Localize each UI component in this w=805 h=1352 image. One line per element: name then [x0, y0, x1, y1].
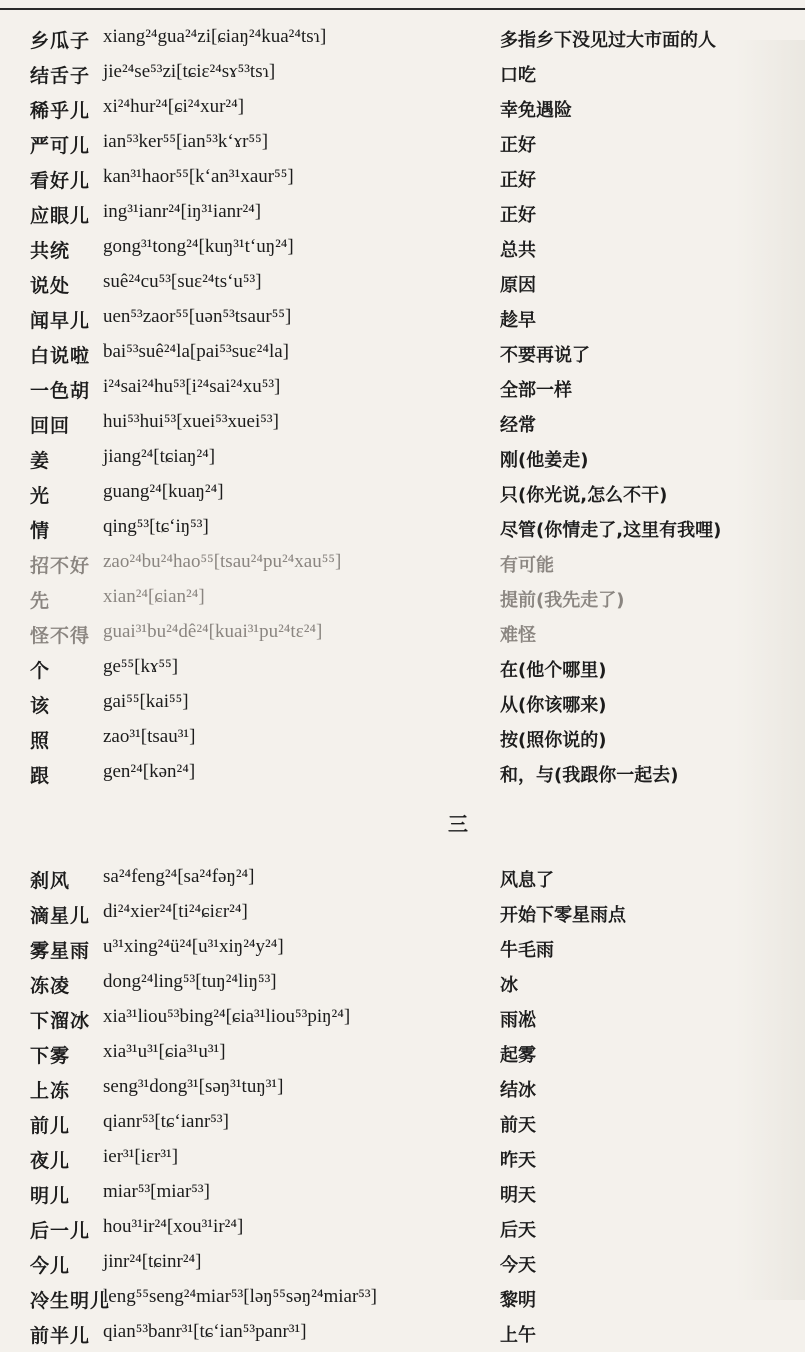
- entry-meaning: 黎明: [500, 1290, 536, 1311]
- top-rule: [0, 8, 805, 10]
- entry-row: [0, 652, 805, 687]
- entry-meaning: 按(照你说的): [500, 730, 607, 751]
- entry-row: [0, 897, 805, 932]
- entry-row: [0, 1282, 805, 1317]
- entry-term: 姜: [30, 450, 51, 472]
- entry-meaning: 只(你光说,怎么不干): [500, 485, 668, 506]
- entry-meaning: 多指乡下没见过大市面的人: [500, 30, 716, 51]
- entry-term: 严可儿: [30, 135, 91, 157]
- entry-term: 跟: [30, 765, 51, 787]
- entry-meaning: 全部一样: [500, 380, 572, 401]
- entry-meaning: 从(你该哪来): [500, 695, 607, 716]
- entry-meaning: 结冰: [500, 1080, 536, 1101]
- entry-row: [0, 127, 805, 162]
- entry-row: [0, 1247, 805, 1282]
- entry-term: 情: [30, 520, 51, 542]
- entry-term: 冷生明儿: [30, 1290, 111, 1312]
- entry-meaning: 经常: [500, 415, 536, 436]
- entry-meaning: 幸免遇险: [500, 100, 572, 121]
- entry-pronunciation: bai⁵³suê²⁴la[pai⁵³suɛ²⁴la]: [103, 341, 289, 362]
- entry-meaning: 冰: [500, 975, 518, 996]
- entry-term: 冻凌: [30, 975, 71, 997]
- entry-row: [0, 267, 805, 302]
- entry-pronunciation: ian⁵³ker⁵⁵[ian⁵³kʻɤr⁵⁵]: [103, 131, 269, 152]
- entry-pronunciation: ge⁵⁵[kɤ⁵⁵]: [103, 656, 179, 677]
- entry-meaning: 起雾: [500, 1045, 536, 1066]
- entry-term: 先: [30, 590, 51, 612]
- entry-pronunciation: gong³¹tong²⁴[kuŋ³¹tʻuŋ²⁴]: [103, 236, 294, 257]
- entries-list: [0, 22, 805, 1352]
- entry-pronunciation: di²⁴xier²⁴[ti²⁴ɕiɛr²⁴]: [103, 901, 248, 922]
- entry-pronunciation: xia³¹liou⁵³bing²⁴[ɕia³¹liou⁵³piŋ²⁴]: [103, 1006, 351, 1027]
- entry-row: [0, 1212, 805, 1247]
- entry-row: [0, 512, 805, 547]
- entry-row: [0, 1142, 805, 1177]
- entry-term: 光: [30, 485, 51, 507]
- entry-row: [0, 232, 805, 267]
- entry-term: 前儿: [30, 1115, 71, 1137]
- entry-meaning: 前天: [500, 1115, 536, 1136]
- entry-term: 白说啦: [30, 345, 91, 367]
- entry-pronunciation: qing⁵³[tɕʻiŋ⁵³]: [103, 516, 209, 537]
- entry-term: 个: [30, 660, 51, 682]
- entry-pronunciation: jinr²⁴[tɕinr²⁴]: [103, 1251, 202, 1272]
- entry-term: 乡瓜子: [30, 30, 91, 52]
- entry-meaning: 风息了: [500, 870, 554, 891]
- entry-row: [0, 582, 805, 617]
- section-heading-text: 三: [448, 812, 468, 836]
- entry-pronunciation: gen²⁴[kən²⁴]: [103, 761, 196, 782]
- entry-term: 雾星雨: [30, 940, 91, 962]
- entry-term: 夜儿: [30, 1150, 71, 1172]
- entry-pronunciation: zao²⁴bu²⁴hao⁵⁵[tsau²⁴pu²⁴xau⁵⁵]: [103, 551, 342, 572]
- entry-term: 下雾: [30, 1045, 71, 1067]
- entry-row: [0, 92, 805, 127]
- entry-pronunciation: qian⁵³banr³¹[tɕʻian⁵³panr³¹]: [103, 1321, 307, 1342]
- entry-meaning: 后天: [500, 1220, 536, 1241]
- entry-meaning: 正好: [500, 205, 536, 226]
- entry-term: 应眼儿: [30, 205, 91, 227]
- entry-pronunciation: qianr⁵³[tɕʻianr⁵³]: [103, 1111, 229, 1132]
- entry-meaning: 原因: [500, 275, 536, 296]
- entry-meaning: 今天: [500, 1255, 536, 1276]
- entry-meaning: 上午: [500, 1325, 536, 1346]
- entry-term: 回回: [30, 415, 71, 437]
- entry-pronunciation: guai³¹bu²⁴dê²⁴[kuai³¹pu²⁴tɛ²⁴]: [103, 621, 323, 642]
- entry-pronunciation: ing³¹ianr²⁴[iŋ³¹ianr²⁴]: [103, 201, 262, 222]
- entry-meaning: 雨凇: [500, 1010, 536, 1031]
- entry-term: 闻早儿: [30, 310, 91, 332]
- entry-pronunciation: sa²⁴feng²⁴[sa²⁴fəŋ²⁴]: [103, 866, 255, 887]
- entry-row: [0, 1037, 805, 1072]
- entry-row: [0, 197, 805, 232]
- entry-term: 怪不得: [30, 625, 91, 647]
- entry-row: [0, 162, 805, 197]
- entry-term: 前半儿: [30, 1325, 91, 1347]
- entry-row: [0, 932, 805, 967]
- entry-meaning: 不要再说了: [500, 345, 590, 366]
- entry-pronunciation: gai⁵⁵[kai⁵⁵]: [103, 691, 189, 712]
- entry-term: 明儿: [30, 1185, 71, 1207]
- entry-pronunciation: seng³¹dong³¹[səŋ³¹tuŋ³¹]: [103, 1076, 284, 1097]
- entry-meaning: 正好: [500, 170, 536, 191]
- entry-pronunciation: xiang²⁴gua²⁴zi[ɕiaŋ²⁴kua²⁴tsɿ]: [103, 26, 327, 47]
- entry-row: [0, 617, 805, 652]
- entry-row: [0, 407, 805, 442]
- entry-pronunciation: u³¹xing²⁴ü²⁴[u³¹xiŋ²⁴y²⁴]: [103, 936, 284, 957]
- entry-meaning: 牛毛雨: [500, 940, 554, 961]
- entry-row: [0, 22, 805, 57]
- entry-meaning: 刚(他姜走): [500, 450, 589, 471]
- entry-pronunciation: suê²⁴cu⁵³[suɛ²⁴tsʻu⁵³]: [103, 271, 262, 292]
- entry-pronunciation: i²⁴sai²⁴hu⁵³[i²⁴sai²⁴xu⁵³]: [103, 376, 281, 397]
- entry-pronunciation: miar⁵³[miar⁵³]: [103, 1181, 210, 1202]
- entry-term: 下溜冰: [30, 1010, 91, 1032]
- entry-meaning: 和，与(我跟你一起去): [500, 765, 679, 786]
- entry-meaning: 总共: [500, 240, 536, 261]
- entry-meaning: 明天: [500, 1185, 536, 1206]
- entry-pronunciation: jie²⁴se⁵³zi[tɕiɛ²⁴sɤ⁵³tsɿ]: [103, 61, 276, 82]
- entry-pronunciation: hou³¹ir²⁴[xou³¹ir²⁴]: [103, 1216, 244, 1237]
- entry-row: [0, 967, 805, 1002]
- entry-row: [0, 722, 805, 757]
- entry-row: [0, 442, 805, 477]
- entry-pronunciation: jiang²⁴[tɕiaŋ²⁴]: [103, 446, 216, 467]
- entry-pronunciation: ier³¹[iɛr³¹]: [103, 1146, 179, 1167]
- entry-meaning: 在(他个哪里): [500, 660, 607, 681]
- entry-row: [0, 1107, 805, 1142]
- entry-row: [0, 687, 805, 722]
- entry-row: [0, 477, 805, 512]
- entry-term: 滴星儿: [30, 905, 91, 927]
- entry-term: 后一儿: [30, 1220, 91, 1242]
- entry-row: [0, 372, 805, 407]
- entry-term: 照: [30, 730, 51, 752]
- entry-row: [0, 57, 805, 92]
- entry-row: [0, 862, 805, 897]
- entry-row: [0, 757, 805, 792]
- entry-pronunciation: guang²⁴[kuaŋ²⁴]: [103, 481, 224, 502]
- entry-row: [0, 337, 805, 372]
- entry-row: [0, 1072, 805, 1107]
- entry-term: 共统: [30, 240, 71, 262]
- entry-meaning: 提前(我先走了): [500, 590, 625, 611]
- entry-row: [0, 1317, 805, 1352]
- entry-row: [0, 1002, 805, 1037]
- entry-meaning: 昨天: [500, 1150, 536, 1171]
- entry-pronunciation: leng⁵⁵seng²⁴miar⁵³[ləŋ⁵⁵səŋ²⁴miar⁵³]: [103, 1286, 377, 1307]
- entry-meaning: 难怪: [500, 625, 536, 646]
- entry-term: 上冻: [30, 1080, 71, 1102]
- entry-term: 稀乎儿: [30, 100, 91, 122]
- entry-term: 招不好: [30, 555, 91, 577]
- entry-meaning: 有可能: [500, 555, 554, 576]
- entry-term: 今儿: [30, 1255, 71, 1277]
- entry-term: 说处: [30, 275, 71, 297]
- entry-term: 刹风: [30, 870, 71, 892]
- entry-term: 该: [30, 695, 51, 717]
- entry-meaning: 正好: [500, 135, 536, 156]
- entry-row: [0, 302, 805, 337]
- entry-meaning: 口吃: [500, 65, 536, 86]
- entry-term: 结舌子: [30, 65, 91, 87]
- entry-row: [0, 1177, 805, 1212]
- entry-pronunciation: xia³¹u³¹[ɕia³¹u³¹]: [103, 1041, 226, 1062]
- entry-term: 看好儿: [30, 170, 91, 192]
- entry-meaning: 尽管(你情走了,这里有我哩): [500, 520, 722, 541]
- entry-pronunciation: zao³¹[tsau³¹]: [103, 726, 196, 747]
- entry-pronunciation: hui⁵³hui⁵³[xuei⁵³xuei⁵³]: [103, 411, 279, 432]
- entry-row: [0, 547, 805, 582]
- entry-pronunciation: dong²⁴ling⁵³[tuŋ²⁴liŋ⁵³]: [103, 971, 277, 992]
- entry-pronunciation: uen⁵³zaor⁵⁵[uən⁵³tsaur⁵⁵]: [103, 306, 292, 327]
- entry-meaning: 开始下零星雨点: [500, 905, 626, 926]
- bleed-through-margin: [735, 40, 805, 1300]
- entry-pronunciation: kan³¹haor⁵⁵[kʻan³¹xaur⁵⁵]: [103, 166, 294, 187]
- entry-pronunciation: xi²⁴hur²⁴[ɕi²⁴xur²⁴]: [103, 96, 245, 117]
- section-heading: [0, 792, 805, 862]
- entry-pronunciation: xian²⁴[ɕian²⁴]: [103, 586, 205, 607]
- entry-meaning: 趁早: [500, 310, 536, 331]
- entry-term: 一色胡: [30, 380, 91, 402]
